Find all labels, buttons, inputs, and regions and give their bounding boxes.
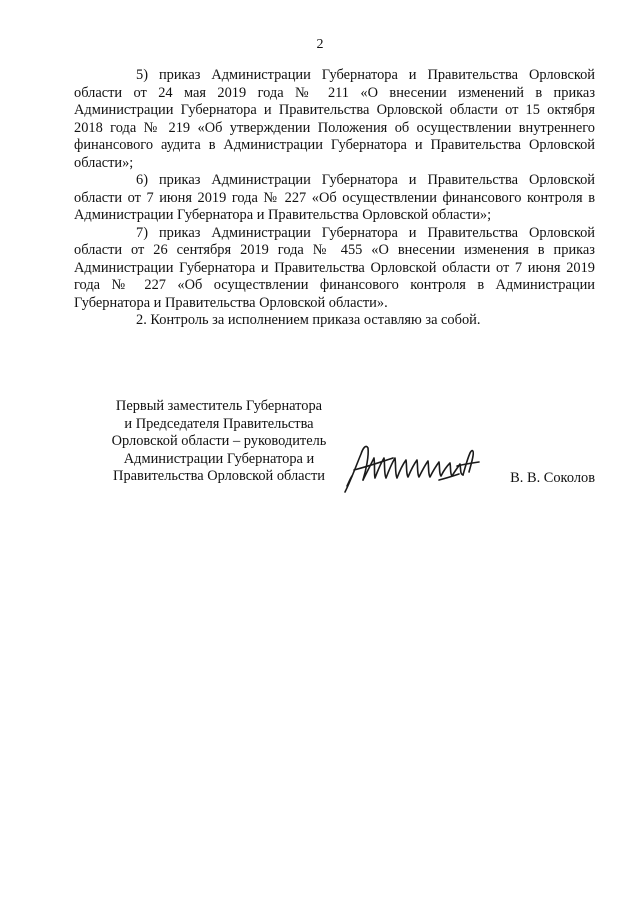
signer-name: В. В. Соколов (510, 470, 595, 486)
list-item-7: 7) приказ Администрации Губернатора и Правительства Орловской области от 26 сентября 2019 года № 455 «О внесении изменения в приказ Администрации Губернатора и Правительства Орловской области от 7 июня 2019 года № 227 «Об осуществлении финансового контроля в Администрации Губернатора и Правительства Орловской области». (74, 224, 595, 311)
list-item-5: 5) приказ Администрации Губернатора и Правительства Орловской области от 24 мая 2019 года № 211 «О внесении изменений в приказ Администрации Губернатора и Правительства Орловской области от 15 октября 2018 года № 219 «Об утверждении Положения об осуществлении внутреннего финансового аудита в Администрации Губернатора и Правительства Орловской области»; (74, 67, 595, 171)
control-clause: 2. Контроль за исполнением приказа оставляю за собой. (136, 312, 481, 328)
document-body (74, 67, 595, 330)
position-line: и Председателя Правительства (124, 415, 314, 432)
handwritten-signature (339, 436, 489, 496)
page-number: 2 (316, 37, 324, 52)
signature-block (74, 398, 595, 508)
position-line: Правительства Орловской области (113, 468, 325, 484)
list-item-6: 6) приказ Администрации Губернатора и Правительства Орловской области от 7 июня 2019 года № 227 «Об осуществлении финансового контроля в Администрации Губернатора и Правительства Орловской области»; (74, 172, 595, 223)
position-line: Орловской области – руководитель (111, 433, 327, 449)
position-line: Первый заместитель Губернатора (115, 398, 323, 414)
signer-position (74, 398, 364, 486)
position-line: Администрации Губернатора и (123, 450, 315, 467)
